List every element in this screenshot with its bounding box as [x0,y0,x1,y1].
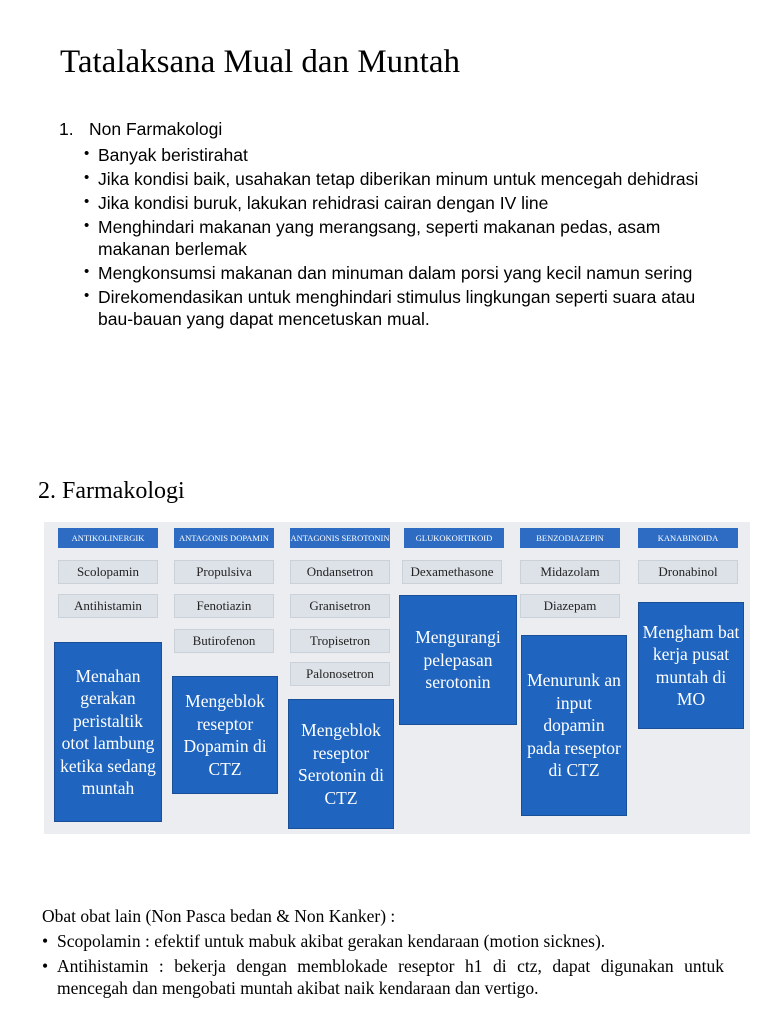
obat-lain-intro: Obat obat lain (Non Pasca bedan & Non Kanker) : [42,906,396,926]
page-title: Tatalaksana Mual dan Muntah [60,44,460,80]
category-header-antikolinergik: ANTIKOLINERGIK [58,528,158,548]
category-header-antagonis-dopamin: ANTAGONIS DOPAMIN [174,528,274,548]
drug-pill: Ondansetron [290,560,390,584]
section-heading-farmakologi: 2. Farmakologi [38,478,185,504]
effect-box: Menurunk an input dopamin pada reseptor di CTZ [521,635,627,816]
drug-pill: Granisetron [290,594,390,618]
farmakologi-diagram [44,522,750,834]
list-item: • Menghindari makanan yang merangsang, seperti makanan pedas, asam makanan berlemak [84,216,724,260]
list-item: • Scopolamin : efektif untuk mabuk akibat gerakan kendaraan (motion sicknes). [42,930,724,952]
drug-pill: Fenotiazin [174,594,274,618]
list-item: • Antihistamin : bekerja dengan memblokade reseptor h1 di ctz, dapat digunakan untuk mencegah dan mengobati muntah akibat naik kendaraan dan vertigo. [42,955,724,999]
drug-pill: Tropisetron [290,629,390,653]
list-item: • Jika kondisi buruk, lakukan rehidrasi cairan dengan IV line [84,192,724,214]
effect-box: Mengeblok reseptor Dopamin di CTZ [172,676,278,794]
category-header-kanabinoida: KANABINOIDA [638,528,738,548]
obat-lain-section [42,905,724,1002]
effect-box: Mengurangi pelepasan serotonin [399,595,517,725]
category-header-antagonis-serotonin: ANTAGONIS SEROTONIN [290,528,390,548]
effect-box: Mengeblok reseptor Serotonin di CTZ [288,699,394,829]
drug-pill: Butirofenon [174,629,274,653]
section-heading-non-farmakologi [59,119,222,140]
list-item: • Banyak beristirahat [84,144,724,166]
section-label: Non Farmakologi [89,119,223,139]
drug-pill: Diazepam [520,594,620,618]
list-item: • Jika kondisi baik, usahakan tetap diberikan minum untuk mencegah dehidrasi [84,168,724,190]
list-item: • Mengkonsumsi makanan dan minuman dalam porsi yang kecil namun sering [84,262,724,284]
drug-pill: Midazolam [520,560,620,584]
category-header-benzodiazepin: BENZODIAZEPIN [520,528,620,548]
effect-box: Mengham bat kerja pusat muntah di MO [638,602,744,729]
drug-pill: Palonosetron [290,662,390,686]
drug-pill: Dexamethasone [402,560,502,584]
category-header-glukokortikoid: GLUKOKORTIKOID [404,528,504,548]
section-number: 1. [59,119,74,139]
list-item: • Direkomendasikan untuk menghindari stimulus lingkungan seperti suara atau bau-bauan yang dapat mencetuskan mual. [84,286,724,330]
drug-pill: Propulsiva [174,560,274,584]
drug-pill: Dronabinol [638,560,738,584]
drug-pill: Antihistamin [58,594,158,618]
drug-pill: Scolopamin [58,560,158,584]
effect-box: Menahan gerakan peristaltik otot lambung ketika sedang muntah [54,642,162,822]
obat-lain-list [42,930,724,999]
non-farmakologi-list [84,144,724,332]
